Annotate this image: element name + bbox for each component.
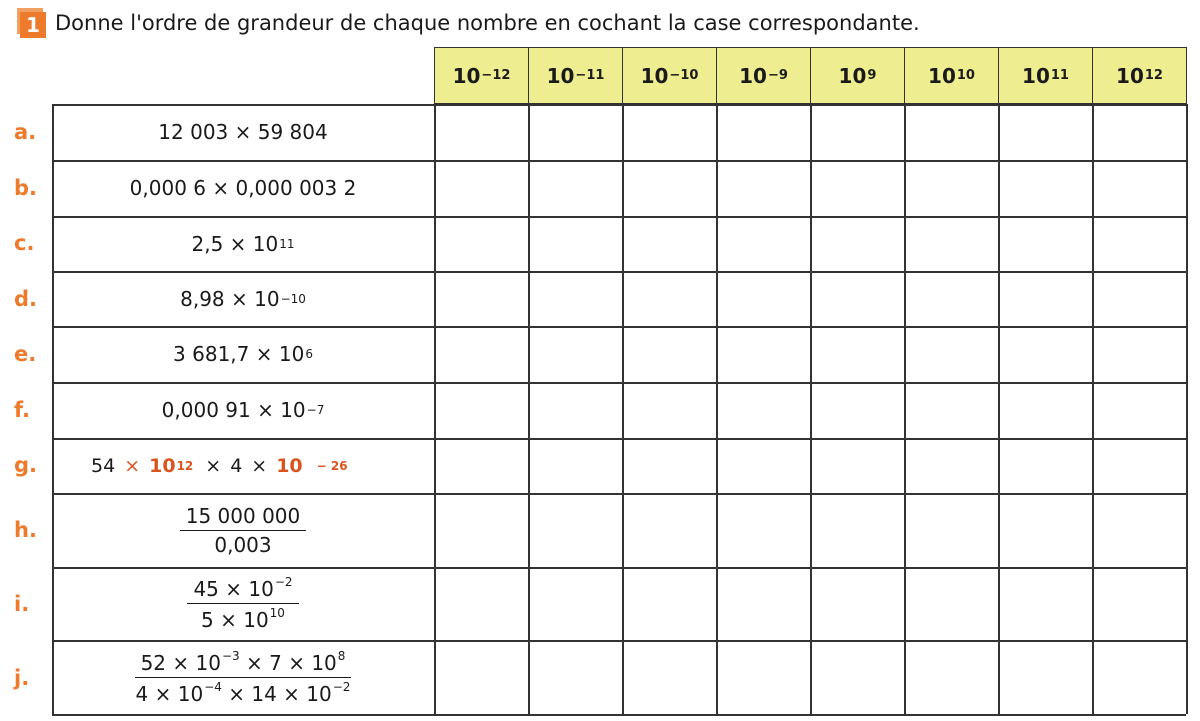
check-cell-row-9-col-6[interactable]: [906, 569, 997, 639]
fraction-j-denominator: [130, 678, 357, 706]
expression-i: [52, 567, 434, 640]
check-cell-row-2-col-1[interactable]: [436, 162, 527, 215]
check-cell-row-3-col-6[interactable]: [906, 218, 997, 270]
check-cell-row-3-col-4[interactable]: [718, 218, 809, 270]
check-cell-row-4-col-1[interactable]: [436, 273, 527, 325]
expression-c-exponent: 11: [279, 236, 295, 251]
check-cell-row-9-col-2[interactable]: [530, 569, 621, 639]
check-cell-row-1-col-7[interactable]: [1000, 106, 1091, 159]
check-cell-row-3-col-1[interactable]: [436, 218, 527, 270]
fraction-j-numerator-exponent-1: −3: [221, 648, 240, 663]
column-header-base: 10: [546, 63, 575, 88]
column-header-base: 10: [452, 63, 481, 88]
column-header-8: [1092, 47, 1187, 104]
fraction-j-numerator-text-2: × 7 × 10: [239, 650, 337, 675]
expression-j: [52, 640, 434, 714]
row-letter-d: d.: [14, 287, 38, 311]
check-cell-row-7-col-7[interactable]: [1000, 440, 1091, 492]
row-letter-g: g.: [14, 453, 38, 477]
check-cell-row-7-col-1[interactable]: [436, 440, 527, 492]
exercise-number: 1: [20, 12, 46, 38]
check-cell-row-10-col-3[interactable]: [624, 642, 715, 713]
check-cell-row-4-col-4[interactable]: [718, 273, 809, 325]
expression-g-exponent-2: − 26: [316, 458, 348, 473]
instruction-text: Donne l'ordre de grandeur de chaque nombre en cochant la case correspondante.: [55, 11, 920, 35]
column-header-exponent: −11: [575, 68, 605, 83]
check-cell-row-1-col-5[interactable]: [812, 106, 903, 159]
fraction-i-denominator-exponent: 10: [269, 606, 285, 620]
column-header-base: 10: [640, 63, 669, 88]
check-cell-row-2-col-2[interactable]: [530, 162, 621, 215]
row-letter-i: i.: [14, 592, 30, 616]
column-header-base: 10: [1022, 63, 1050, 88]
check-cell-row-8-col-1[interactable]: [436, 495, 527, 566]
check-cell-row-8-col-5[interactable]: [812, 495, 903, 566]
expression-f-exponent: −7: [306, 403, 325, 417]
row-letter-a: a.: [14, 120, 37, 144]
column-header-exponent: −12: [481, 68, 511, 83]
check-cell-row-6-col-8[interactable]: [1094, 384, 1185, 437]
column-header-1: [434, 47, 529, 104]
expression-g-times-2: ×: [205, 454, 222, 477]
check-cell-row-10-col-2[interactable]: [530, 642, 621, 713]
check-cell-row-9-col-8[interactable]: [1094, 569, 1185, 639]
check-cell-row-10-col-4[interactable]: [718, 642, 809, 713]
check-cell-row-5-col-6[interactable]: [906, 328, 997, 381]
check-cell-row-5-col-8[interactable]: [1094, 328, 1185, 381]
check-cell-row-7-col-2[interactable]: [530, 440, 621, 492]
column-header-exponent: −9: [767, 68, 788, 83]
row-letter-b: b.: [14, 176, 38, 200]
fraction-j: [130, 649, 357, 706]
check-cell-row-4-col-3[interactable]: [624, 273, 715, 325]
check-cell-row-3-col-7[interactable]: [1000, 218, 1091, 270]
fraction-h: [180, 504, 307, 557]
fraction-i-numerator: [187, 575, 298, 604]
check-cell-row-6-col-6[interactable]: [906, 384, 997, 437]
expression-e-text: 3 681,7 × 10: [173, 342, 305, 366]
check-cell-row-10-col-8[interactable]: [1094, 642, 1185, 713]
check-cell-row-3-col-5[interactable]: [812, 218, 903, 270]
check-cell-row-6-col-4[interactable]: [718, 384, 809, 437]
check-cell-row-3-col-8[interactable]: [1094, 218, 1185, 270]
check-cell-row-8-col-8[interactable]: [1094, 495, 1185, 566]
expression-g-factor-2: 4: [230, 454, 243, 477]
column-header-base: 10: [1116, 63, 1144, 88]
check-cell-row-10-col-7[interactable]: [1000, 642, 1091, 713]
column-header-4: [716, 47, 811, 104]
expression-c: [52, 216, 434, 271]
check-cell-row-5-col-4[interactable]: [718, 328, 809, 381]
fraction-i-denominator-text: 5 × 10: [201, 608, 269, 632]
check-cell-row-9-col-4[interactable]: [718, 569, 809, 639]
expression-g-times-3: ×: [251, 454, 268, 477]
check-cell-row-9-col-5[interactable]: [812, 569, 903, 639]
check-cell-row-6-col-1[interactable]: [436, 384, 527, 437]
exercise-title: [17, 7, 920, 39]
check-cell-row-7-col-6[interactable]: [906, 440, 997, 492]
expression-d: [52, 271, 434, 326]
row-letter-f: f.: [14, 398, 30, 422]
check-cell-row-1-col-3[interactable]: [624, 106, 715, 159]
check-cell-row-2-col-4[interactable]: [718, 162, 809, 215]
row-letter-h: h.: [14, 518, 37, 542]
fraction-i-numerator-exponent: −2: [274, 575, 293, 589]
check-cell-row-10-col-5[interactable]: [812, 642, 903, 713]
fraction-i: [187, 575, 298, 632]
column-header-5: [810, 47, 905, 104]
expression-c-text: 2,5 × 10: [191, 231, 279, 256]
check-cell-row-2-col-7[interactable]: [1000, 162, 1091, 215]
check-cell-row-7-col-5[interactable]: [812, 440, 903, 492]
column-header-7: [998, 47, 1093, 104]
column-header-exponent: −10: [669, 68, 699, 83]
expression-a: [52, 104, 434, 160]
expression-f: [52, 382, 434, 438]
exercise-number-badge: [17, 8, 47, 38]
check-cell-row-5-col-7[interactable]: [1000, 328, 1091, 381]
expression-g-power-2: 10: [276, 454, 303, 477]
expression-g: [52, 438, 434, 493]
check-cell-row-5-col-1[interactable]: [436, 328, 527, 381]
column-header-exponent: 9: [867, 68, 877, 83]
check-cell-row-9-col-7[interactable]: [1000, 569, 1091, 639]
fraction-j-denominator-exponent-2: −2: [332, 679, 351, 694]
expression-h: [52, 493, 434, 567]
column-header-base: 10: [838, 63, 867, 88]
check-cell-row-2-col-8[interactable]: [1094, 162, 1185, 215]
check-cell-row-6-col-3[interactable]: [624, 384, 715, 437]
check-cell-row-4-col-5[interactable]: [812, 273, 903, 325]
column-header-3: [622, 47, 717, 104]
check-cell-row-1-col-2[interactable]: [530, 106, 621, 159]
row-letter-e: e.: [14, 342, 37, 366]
check-cell-row-10-col-1[interactable]: [436, 642, 527, 713]
check-cell-row-5-col-5[interactable]: [812, 328, 903, 381]
row-letter-c: c.: [14, 231, 35, 255]
check-cell-row-1-col-1[interactable]: [436, 106, 527, 159]
column-header-exponent: 11: [1050, 68, 1069, 83]
expression-e-exponent: 6: [305, 347, 313, 361]
check-cell-row-8-col-3[interactable]: [624, 495, 715, 566]
column-header-exponent: 12: [1144, 68, 1163, 83]
expression-b: [52, 160, 434, 216]
check-cell-row-9-col-3[interactable]: [624, 569, 715, 639]
expression-b-text: 0,000 6 × 0,000 003 2: [129, 176, 357, 200]
expression-e: [52, 326, 434, 382]
column-header-exponent: 10: [956, 68, 975, 83]
column-header-base: 10: [739, 63, 767, 88]
grid-hline-10: [52, 714, 1186, 716]
check-cell-row-8-col-4[interactable]: [718, 495, 809, 566]
column-header-6: [904, 47, 999, 104]
fraction-j-numerator: [135, 649, 352, 678]
check-cell-row-7-col-3[interactable]: [624, 440, 715, 492]
expression-g-times-1: ×: [124, 454, 141, 477]
column-header-2: [528, 47, 623, 104]
check-cell-row-4-col-2[interactable]: [530, 273, 621, 325]
column-header-base: 10: [928, 63, 956, 88]
check-cell-row-10-col-6[interactable]: [906, 642, 997, 713]
check-cell-row-2-col-5[interactable]: [812, 162, 903, 215]
check-cell-row-6-col-2[interactable]: [530, 384, 621, 437]
expression-a-text: 12 003 × 59 804: [158, 120, 328, 144]
fraction-h-numerator: 15 000 000: [180, 504, 307, 531]
expression-g-power-1: 10: [149, 454, 176, 477]
check-cell-row-4-col-6[interactable]: [906, 273, 997, 325]
check-cell-row-2-col-6[interactable]: [906, 162, 997, 215]
fraction-h-denominator: 0,003: [214, 532, 272, 557]
fraction-j-denominator-exponent-1: −4: [204, 679, 222, 694]
check-cell-row-3-col-3[interactable]: [624, 218, 715, 270]
check-cell-row-4-col-8[interactable]: [1094, 273, 1185, 325]
row-letter-j: j.: [14, 666, 30, 690]
expression-d-exponent: −10: [280, 291, 306, 306]
column-header-row: [434, 47, 1186, 104]
check-cell-row-7-col-4[interactable]: [718, 440, 809, 492]
expression-g-exponent-1: 12: [176, 458, 194, 473]
fraction-j-numerator-text-1: 52 × 10: [140, 650, 221, 675]
expression-f-text: 0,000 91 × 10: [161, 398, 306, 422]
check-cell-row-4-col-7[interactable]: [1000, 273, 1091, 325]
check-cell-row-8-col-6[interactable]: [906, 495, 997, 566]
check-cell-row-5-col-2[interactable]: [530, 328, 621, 381]
expression-d-text: 8,98 × 10: [180, 286, 280, 311]
fraction-i-numerator-text: 45 × 10: [193, 577, 274, 601]
check-cell-row-1-col-4[interactable]: [718, 106, 809, 159]
check-cell-row-9-col-1[interactable]: [436, 569, 527, 639]
check-cell-row-6-col-5[interactable]: [812, 384, 903, 437]
check-cell-row-6-col-7[interactable]: [1000, 384, 1091, 437]
check-cell-row-1-col-6[interactable]: [906, 106, 997, 159]
check-cell-row-8-col-7[interactable]: [1000, 495, 1091, 566]
fraction-j-denominator-text-2: × 14 × 10: [221, 681, 332, 706]
check-cell-row-3-col-2[interactable]: [530, 218, 621, 270]
check-cell-row-7-col-8[interactable]: [1094, 440, 1185, 492]
fraction-j-denominator-text-1: 4 × 10: [135, 681, 204, 706]
check-cell-row-1-col-8[interactable]: [1094, 106, 1185, 159]
check-cell-row-2-col-3[interactable]: [624, 162, 715, 215]
fraction-j-numerator-exponent-2: 8: [337, 648, 346, 663]
expression-g-factor-1: 54: [91, 454, 116, 477]
check-cell-row-5-col-3[interactable]: [624, 328, 715, 381]
grid-vline-8: [1186, 104, 1188, 714]
check-cell-row-8-col-2[interactable]: [530, 495, 621, 566]
fraction-i-denominator: [195, 604, 291, 632]
